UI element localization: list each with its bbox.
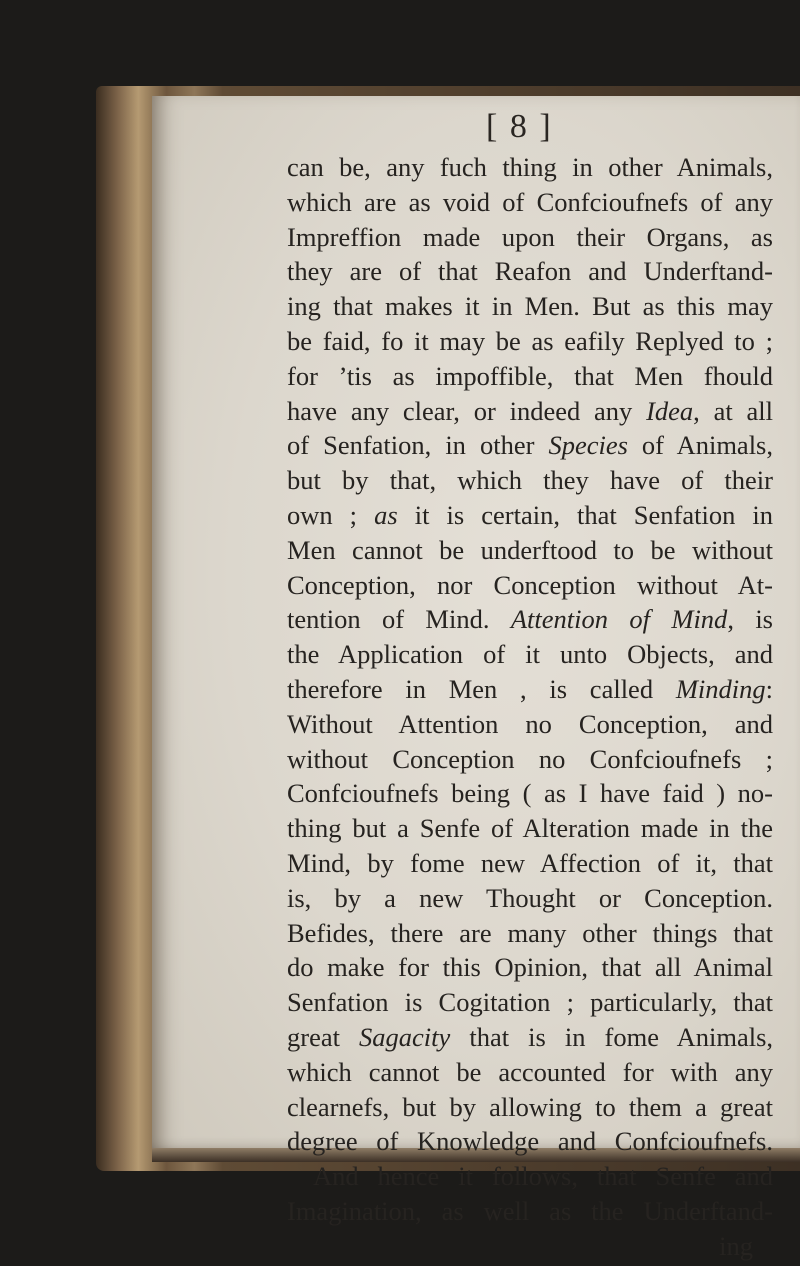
italic-text: Minding bbox=[675, 673, 766, 704]
text-line bbox=[287, 568, 773, 603]
text-segment: be faid, fo it may be as eafily Replyed to ; bbox=[287, 325, 773, 356]
text-segment: can be, any fuch thing in other Animals, bbox=[287, 152, 773, 182]
text-segment: Conception, nor Conception without At- bbox=[287, 569, 773, 600]
body-text bbox=[287, 150, 773, 1264]
text-segment: have any clear, or indeed any bbox=[287, 395, 647, 426]
text-segment: of Senfation, in other bbox=[287, 430, 549, 461]
italic-text: Species bbox=[548, 430, 628, 461]
text-segment: but by that, which they have of their bbox=[287, 465, 773, 496]
italic-text: Sagacity bbox=[359, 1021, 451, 1052]
text-line bbox=[287, 985, 773, 1020]
text-segment: which are as void of Confcioufnefs of any bbox=[287, 186, 773, 217]
text-line bbox=[287, 811, 773, 846]
text-segment: And hence it follows, that Senfe and bbox=[313, 1161, 773, 1192]
catchword: ing bbox=[719, 1230, 753, 1261]
text-segment: without Conception no Confcioufnefs ; bbox=[287, 743, 773, 774]
catchword-line bbox=[287, 1229, 773, 1264]
text-segment: great bbox=[287, 1021, 360, 1052]
text-line bbox=[287, 324, 773, 359]
text-segment: clearnefs, but by allowing to them a great bbox=[287, 1091, 773, 1122]
text-line bbox=[287, 289, 773, 324]
text-segment: own ; bbox=[287, 499, 375, 530]
text-line bbox=[287, 1055, 773, 1090]
text-segment: is, by a new Thought or Conception. bbox=[287, 882, 773, 913]
text-segment: tention of Mind. bbox=[287, 604, 511, 635]
text-line bbox=[287, 254, 773, 289]
text-line bbox=[287, 637, 773, 672]
text-segment: ing that makes it in Men. But as this may bbox=[287, 291, 773, 322]
text-segment: , at all bbox=[693, 395, 773, 426]
text-line bbox=[287, 707, 773, 742]
text-line bbox=[287, 150, 773, 185]
text-line bbox=[287, 881, 773, 916]
text-segment: Without Attention no Conception, and bbox=[287, 708, 773, 739]
text-line bbox=[287, 463, 773, 498]
text-segment: Men cannot be underftood to be without bbox=[287, 534, 773, 565]
text-line bbox=[287, 742, 773, 777]
text-segment: Impreffion made upon their Organs, as bbox=[287, 221, 773, 252]
text-segment: for ’tis as impoffible, that Men fhould bbox=[287, 360, 773, 391]
text-segment: that is in fome Animals, bbox=[450, 1021, 774, 1052]
italic-text: as bbox=[374, 499, 398, 530]
text-segment: therefore in Men , is called bbox=[287, 673, 676, 704]
text-line bbox=[287, 776, 773, 811]
text-line bbox=[287, 950, 773, 985]
text-line bbox=[287, 916, 773, 951]
text-line bbox=[287, 846, 773, 881]
text-segment: , is bbox=[727, 604, 773, 635]
text-segment: Imagination, as well as the Underftand- bbox=[287, 1195, 773, 1226]
text-segment: : bbox=[765, 673, 773, 704]
text-segment: degree of Knowledge and Confcioufnefs. bbox=[287, 1126, 773, 1157]
text-line bbox=[287, 672, 773, 707]
text-line bbox=[287, 428, 773, 463]
text-line bbox=[287, 602, 773, 637]
text-line bbox=[287, 533, 773, 568]
text-segment: Mind, by fome new Affection of it, that bbox=[287, 847, 773, 878]
text-segment: Befides, there are many other things that bbox=[287, 917, 773, 948]
text-line bbox=[287, 220, 773, 255]
text-line bbox=[287, 359, 773, 394]
text-segment: thing but a Senfe of Alteration made in the bbox=[287, 813, 773, 844]
text-segment: it is certain, that Senfation in bbox=[397, 499, 774, 530]
text-line bbox=[287, 185, 773, 220]
text-segment: they are of that Reafon and Underftand- bbox=[287, 256, 773, 287]
text-segment: which cannot be accounted for with any bbox=[287, 1056, 773, 1087]
text-line bbox=[287, 1159, 773, 1194]
text-line bbox=[287, 1090, 773, 1125]
text-segment: the Application of it unto Objects, and bbox=[287, 639, 773, 670]
text-line bbox=[287, 1124, 773, 1159]
text-line bbox=[287, 1194, 773, 1229]
text-segment: Senfation is Cogitation ; particularly, that bbox=[287, 987, 773, 1018]
italic-text: Attention of Mind bbox=[510, 604, 728, 635]
text-line bbox=[287, 498, 773, 533]
text-line bbox=[287, 1020, 773, 1055]
text-segment: Confcioufnefs being ( as I have faid ) no- bbox=[287, 778, 773, 809]
italic-text: Idea bbox=[646, 395, 694, 426]
page-header: [ 8 ] bbox=[486, 108, 553, 145]
text-line bbox=[287, 394, 773, 429]
text-segment: of Animals, bbox=[627, 430, 773, 461]
text-segment: do make for this Opinion, that all Animal bbox=[287, 952, 773, 983]
